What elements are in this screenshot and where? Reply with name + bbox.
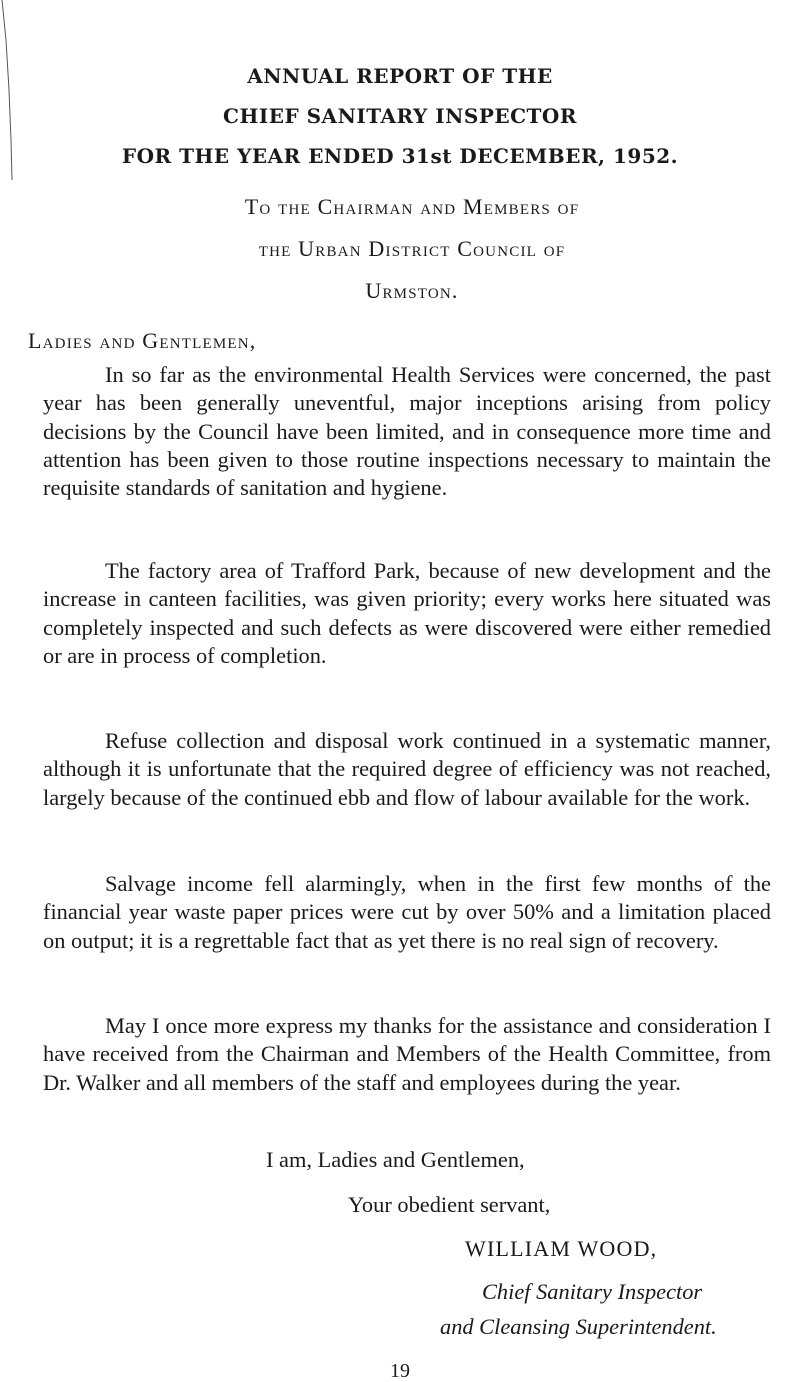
paragraph-trafford-park: The factory area of Trafford Park, because of new development and the increase in canteen facilities, was given priority; every works here situated was completely inspected and such defects as were discovered were either remedied or are in process of completion. bbox=[43, 558, 771, 668]
signatory-title-2: and Cleansing Superintendent. bbox=[440, 1314, 717, 1339]
page-number: 19 bbox=[390, 1360, 410, 1382]
report-title-line-3: FOR THE YEAR ENDED 31st DECEMBER, 1952. bbox=[121, 144, 679, 168]
report-title-line-1: ANNUAL REPORT OF THE bbox=[247, 64, 553, 88]
paragraph-refuse-collection: Refuse collection and disposal work continued in a systematic manner, although it is unfortunate that the required degree of efficiency was not reached, largely because of the continued ebb and flow of labour available for the work. bbox=[43, 728, 771, 810]
paragraph-salvage-income: Salvage income fell alarmingly, when in the first few months of the financial year waste paper prices were cut by over 50% and a limitation placed on output; it is a regrettable fact that as yet there is no real sign of recovery. bbox=[43, 871, 771, 953]
closing-line-2: Your obedient servant, bbox=[348, 1192, 551, 1217]
addressee-line-3: Urmston. bbox=[365, 278, 459, 303]
addressee-line-2: the Urban District Council of bbox=[258, 236, 566, 261]
closing-line-1: I am, Ladies and Gentlemen, bbox=[266, 1147, 525, 1172]
paragraph-thanks: May I once more express my thanks for the assistance and consideration I have received from the Chairman and Members of the Health Committee, from Dr. Walker and all members of the staff and employees during the year. bbox=[43, 1013, 771, 1095]
salutation: Ladies and Gentlemen, bbox=[28, 328, 257, 353]
signatory-title-1: Chief Sanitary Inspector bbox=[482, 1279, 703, 1304]
report-title-line-2: CHIEF SANITARY INSPECTOR bbox=[223, 104, 577, 128]
signatory-name: WILLIAM WOOD, bbox=[465, 1236, 658, 1261]
addressee-line-1: To the Chairman and Members of bbox=[244, 194, 580, 219]
paragraph-environmental-services: In so far as the environmental Health Services were concerned, the past year has been generally uneventful, major inceptions arising from policy decisions by the Council have been limited, and in consequence more time and attention has been given to those routine inspections necessary to maintain the requisite standards of sanitation and hygiene. bbox=[43, 362, 771, 501]
